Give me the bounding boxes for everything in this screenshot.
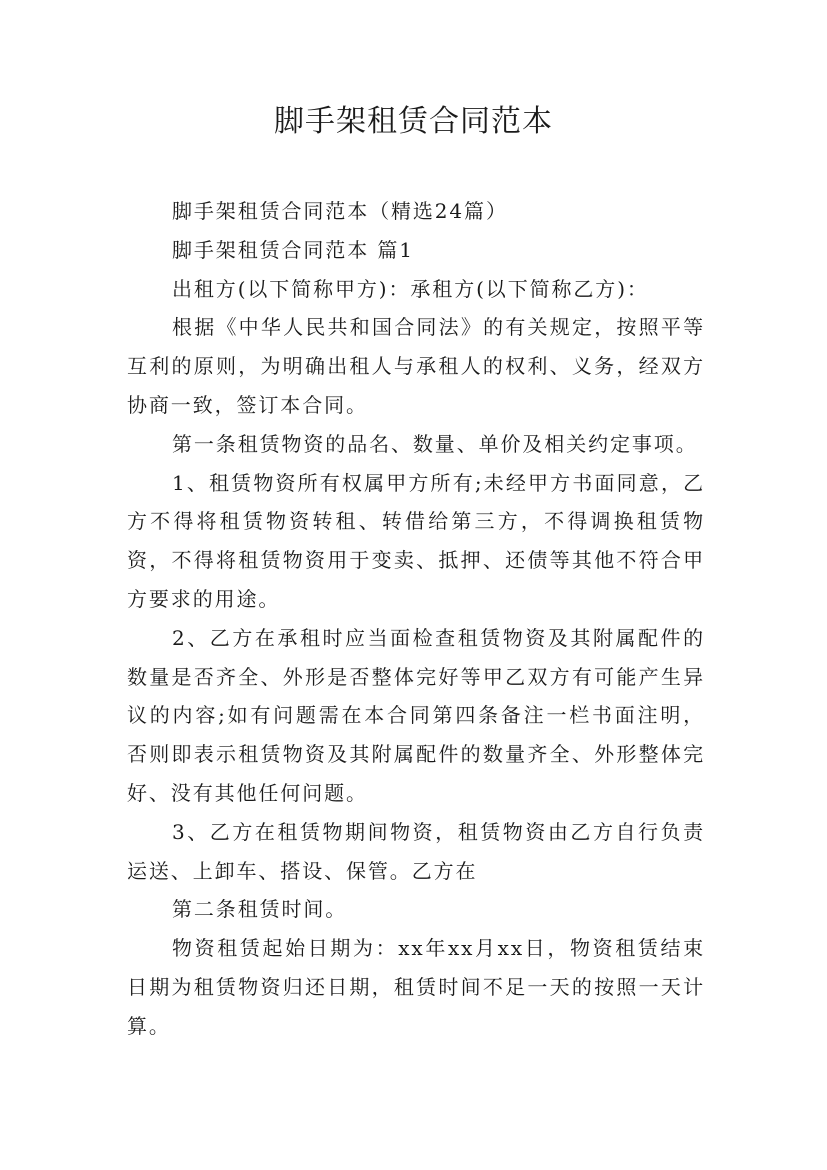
subtitle-paragraph: 脚手架租赁合同范本（精选24篇） [172,199,508,223]
document-body [127,192,705,1046]
parties-paragraph: 出租方(以下简称甲方)：承租方(以下简称乙方)： [172,276,649,301]
lease-period-paragraph: 物资租赁起始日期为：xx年xx月xx日，物资租赁结束日期为租赁物资归还日期，租赁时间不足一天的按照一天计算。 [127,936,705,1038]
clause-1-paragraph: 1、租赁物资所有权属甲方所有;未经甲方书面同意，乙方不得将租赁物资转租、转借给第三方，不得调换租赁物资，不得将租赁物资用于变卖、抵押、还债等其他不符合甲方要求的用途。 [127,470,705,611]
article-two-heading: 第二条租赁时间。 [172,897,348,922]
article-one-heading: 第一条租赁物资的品名、数量、单价及相关约定事项。 [172,431,698,456]
preamble-paragraph: 根据《中华人民共和国合同法》的有关规定，按照平等互利的原则，为明确出租人与承租人的权利、义务，经双方协商一致，签订本合同。 [127,315,705,417]
clause-3-paragraph: 3、乙方在租赁物期间物资，租赁物资由乙方自行负责运送、上卸车、搭设、保管。乙方在 [127,819,705,883]
clause-2-paragraph: 2、乙方在承租时应当面检查租赁物资及其附属配件的数量是否齐全、外形是否整体完好等甲乙双方有可能产生异议的内容;如有问题需在本合同第四条备注一栏书面注明，否则即表示租赁物资及其附属配件的数量齐全、外形整体完好、没有其他任何问题。 [127,625,705,805]
document-title: 脚手架租赁合同范本 [274,104,553,139]
section-heading: 脚手架租赁合同范本 篇1 [172,237,414,262]
